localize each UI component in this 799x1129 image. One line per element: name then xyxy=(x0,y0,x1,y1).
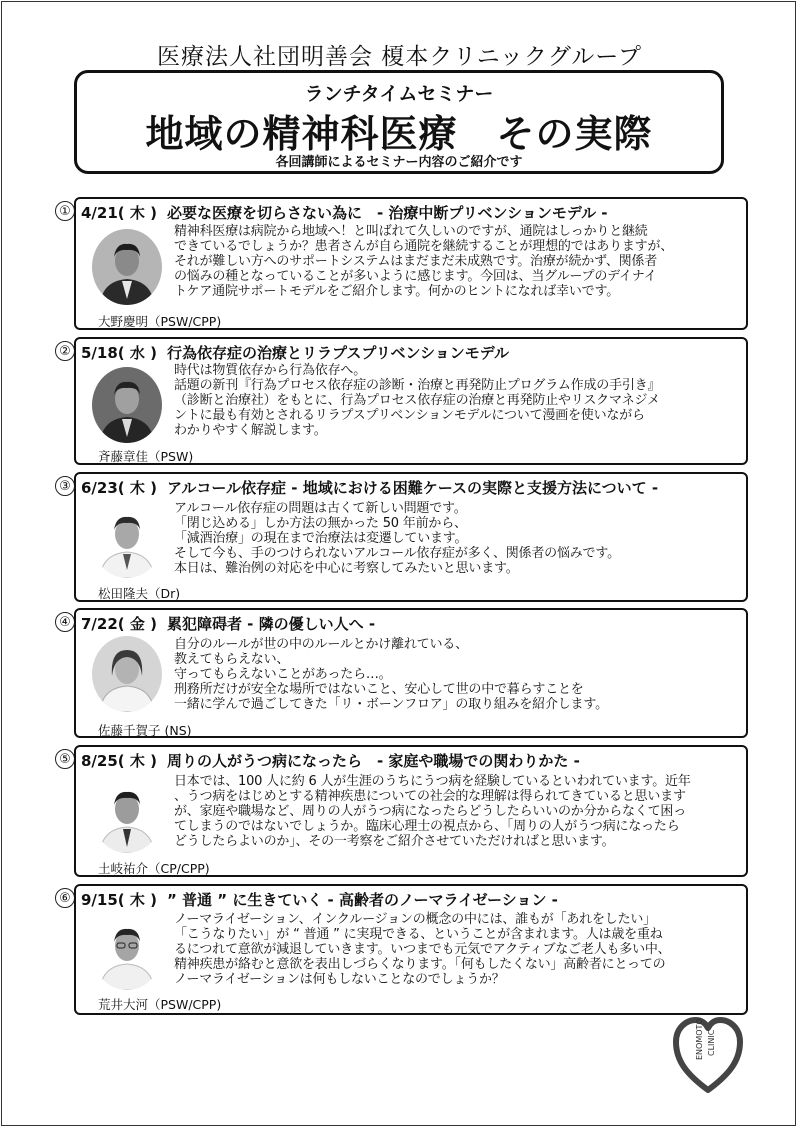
speaker-photo xyxy=(92,367,162,443)
seminar-title: ” 普通 ” に生きていく - 高齢者のノーマライゼーション - xyxy=(166,891,558,909)
speaker-name: 松田隆夫（Dr) xyxy=(98,586,181,601)
seminar-card xyxy=(74,337,748,465)
seminar-title: 行為依存症の治療とリラプスプリベンションモデル xyxy=(166,344,510,362)
seminar-description: 自分のルールが世の中のルールとかけ離れている、 教えてもらえない、 守ってもらえないことがあったら…。 刑務所だけが安全な場所ではないこと、安心して世の中で暮らすことを 一緒に学んで過ごしてきた「リ・ボーンフロア」の取り組みを紹介します。 xyxy=(174,637,608,712)
seminar-heading xyxy=(81,613,375,634)
seminar-description: 精神科医療は病院から地域へ！と叫ばれて久しいのですが、通院はしっかりと継続 できているでしょうか？患者さんが自ら通院を継続することが理想的ではありますが、 それが難しい方へのサポートシステムはまだまだ未成熟です。治療が続かず、関係者 の悩みの種となっていることが多いように感じます。今回は、当グループのデイナイ トケア通院サポートモデルをご紹介します。何かのヒントになれば幸いです。 xyxy=(174,224,674,299)
intro-text: 各回講師によるセミナー内容のご紹介です xyxy=(275,155,523,170)
seminar-date: 8/25( 木 ) xyxy=(81,752,157,770)
seminar-description: 時代は物質依存から行為依存へ。 話題の新刊『行為プロセス依存症の診断・治療と再発防止プログラム作成の手引き』 （診断と治療社）をもとに、行為プロセス依存症の治療と再発防止やリスクマネジメ ントに最も有効とされるリラプスプリベンションモデルについて漫画を使いながら わかりやすく解説します。 xyxy=(174,363,661,438)
seminar-title: 必要な医療を切らさない為に - 治療中断プリベンションモデル - xyxy=(166,204,608,222)
seminar-number: ② xyxy=(55,341,75,361)
seminar-title: 周りの人がうつ病になったら - 家庭や職場での関わりかた - xyxy=(166,752,580,770)
seminar-number: ⑤ xyxy=(55,749,75,769)
seminar-heading xyxy=(81,889,558,910)
speaker-name: 土岐祐介（CP/CPP) xyxy=(98,861,210,876)
seminar-description: アルコール依存症の問題は古くて新しい問題です。 「閉じ込める」しか方法の無かった 50 年前から、 「減酒治療」の現在まで治療法は変遷しています。 そして今も、手のつけられないアルコール依存症が多く、関係者の悩みです。 本日は、難治例の対応を中心に考察してみたいと思います。 xyxy=(174,501,620,576)
speaker-photo xyxy=(92,502,162,578)
seminar-card xyxy=(74,745,748,877)
seminar-date: 4/21( 木 ) xyxy=(81,204,157,222)
speaker-photo xyxy=(92,636,162,712)
title-box xyxy=(74,70,724,174)
seminar-card xyxy=(74,608,748,738)
seminar-date: 5/18( 水 ) xyxy=(81,344,157,362)
seminar-description: 日本では、100 人に約 6 人が生涯のうちにうつ病を経験しているといわれています。近年 、うつ病をはじめとする精神疾患についての社会的な理解は得られてきていると思います が、家庭や職場など、周りの人がうつ病になったらどうしたらいいのか分からなくて困っ てしまうのではないでしょうか。臨床心理士の視点から、「周りの人がうつ病になったら どうしたらよいのか」、その一考察をご紹介させていただければと思います。 xyxy=(174,774,691,849)
clinic-logo xyxy=(672,1010,744,1094)
speaker-name: 斉藤章佳（PSW) xyxy=(98,449,194,464)
seminar-subtitle: ランチタイムセミナー xyxy=(304,83,494,105)
speaker-name: 荒井大河（PSW/CPP) xyxy=(98,997,222,1012)
seminar-title: 累犯障碍者 - 隣の優しい人へ - xyxy=(166,615,376,633)
seminar-heading xyxy=(81,202,608,223)
organization-name: 医療法人社団明善会 榎本クリニックグループ xyxy=(156,44,643,70)
seminar-date: 7/22( 金 ) xyxy=(81,615,157,633)
logo-line2: CLINIC xyxy=(707,1029,716,1056)
seminar-date: 6/23( 木 ) xyxy=(81,479,157,497)
seminar-number: ① xyxy=(55,201,75,221)
speaker-name: 佐藤千賀子 (NS) xyxy=(98,723,192,738)
seminar-heading xyxy=(81,342,509,363)
seminar-number: ③ xyxy=(55,476,75,496)
seminar-number: ⑥ xyxy=(55,888,75,908)
page-title: 地域の精神科医療 その実際 xyxy=(145,112,653,156)
speaker-name: 大野慶明（PSW/CPP) xyxy=(98,314,222,329)
seminar-card xyxy=(74,197,748,330)
seminar-date: 9/15( 木 ) xyxy=(81,891,157,909)
logo-line1: ENOMOTO xyxy=(695,1018,704,1060)
seminar-number: ④ xyxy=(55,612,75,632)
speaker-photo xyxy=(92,777,162,853)
seminar-title: アルコール依存症 - 地域における困難ケースの実際と支援方法について - xyxy=(166,479,659,497)
speaker-photo xyxy=(92,914,162,990)
seminar-heading xyxy=(81,477,658,498)
seminar-card xyxy=(74,884,748,1015)
seminar-card xyxy=(74,472,748,602)
seminar-heading xyxy=(81,750,580,771)
speaker-photo xyxy=(92,229,162,305)
seminar-description: ノーマライゼーション、インクルージョンの概念の中には、誰もが「あれをしたい」 「こうなりたい」が “ 普通 ” に実現できる、ということが含まれます。人は歳を重ね るにつれて意欲が減退していきます。いつまでも元気でアクティブなご老人も多い中、 精神疾患が絡むと意欲を表出しづらくなります。「何もしたくない」高齢者にとっての ノーマライゼーションは何もしないことなのでしょうか？ xyxy=(174,912,671,987)
